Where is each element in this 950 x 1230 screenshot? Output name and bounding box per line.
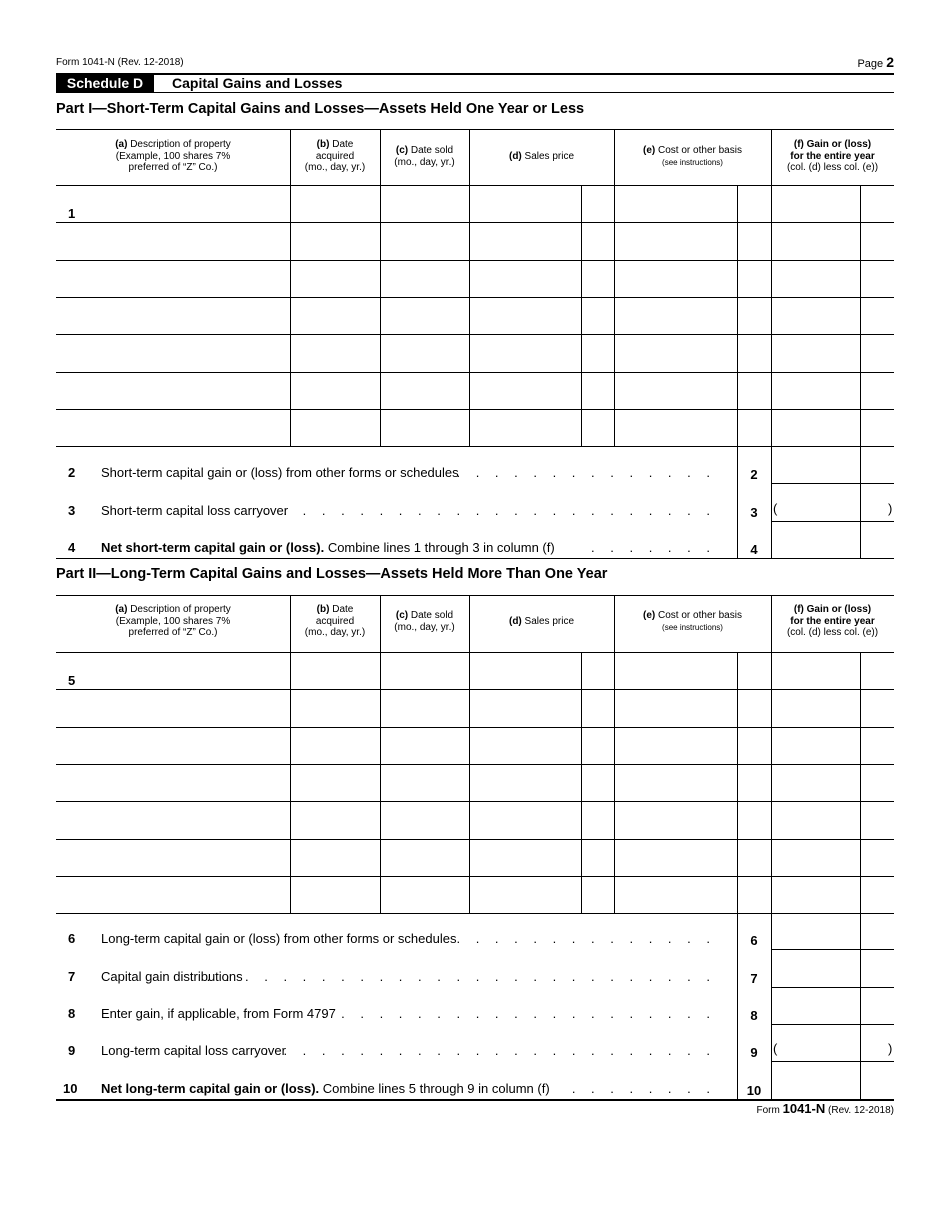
p1-row1-sales-price-cents-field[interactable] [581,185,614,222]
p2-row1-gain-loss-cents-field[interactable] [860,652,894,689]
p2-row3-cost-basis-cents-field[interactable] [737,727,771,764]
p1-row6-sales-price-cents-field[interactable] [581,372,614,409]
p1-row1-gain-loss-field[interactable] [771,185,860,222]
line-4-leader-dots: . . . . . . . [591,539,716,555]
part1-title: Part I—Short-Term Capital Gains and Losses—Assets Held One Year or Less [56,101,585,117]
p2-row5-gain-loss-cents-field[interactable] [860,801,894,838]
p1-row2-gain-loss-field[interactable] [771,222,860,259]
footer-revision: (Rev. 12-2018) [828,1105,894,1116]
line-2-leader-dots: . . . . . . . . . . . . . . [456,465,716,481]
p1-row4-cost-basis-cents-field[interactable] [737,297,771,334]
p2-row6-cost-basis-field[interactable] [614,839,737,876]
line-3-label: Short-term capital loss carryover [101,502,289,518]
p2-row2-cost-basis-field[interactable] [614,689,737,726]
p1-row5-date-acquired-field[interactable] [290,334,380,371]
p2-row6-gain-loss-field[interactable] [771,839,860,876]
line-3-amount-field[interactable] [771,483,860,520]
p1-row5-gain-loss-field[interactable] [771,334,860,371]
footer-form-number: 1041-N [782,1101,826,1116]
col-a-header-2: (a) Description of property (Example, 100 shares 7% preferred of “Z” Co.) [115,604,231,638]
line-6-cents-field[interactable] [860,912,894,949]
line-3-open-paren: ( [773,500,778,516]
p2-row4-desc-field[interactable] [56,764,290,801]
p2-row7-desc-field[interactable] [56,876,290,913]
p2-row4-gain-loss-cents-field[interactable] [860,764,894,801]
line-9-leader-dots: . . . . . . . . . . . . . . . . . . . . . . . . [264,1043,716,1059]
p1-row6-sales-price-field[interactable] [469,372,581,409]
p1-row6-date-acquired-field[interactable] [290,372,380,409]
p2-row6-date-acquired-field[interactable] [290,839,380,876]
line-6-number: 6 [68,931,76,947]
p2-row3-date-sold-field[interactable] [380,727,469,764]
part2-title: Part II—Long-Term Capital Gains and Losses—Assets Held More Than One Year [56,566,608,582]
line-7-amount-field[interactable] [771,949,860,986]
line-10-cents-field[interactable] [860,1061,894,1098]
p1-row1-cost-basis-field[interactable] [614,185,737,222]
line-7-box-number: 7 [750,970,758,986]
col-d-header-2: (d) Sales price [508,616,575,627]
p2-row5-sales-price-cents-field[interactable] [581,801,614,838]
p2-row3-gain-loss-cents-field[interactable] [860,727,894,764]
p2-row4-gain-loss-field[interactable] [771,764,860,801]
p1-row4-cost-basis-field[interactable] [614,297,737,334]
p2-row3-date-acquired-field[interactable] [290,727,380,764]
p1-row2-desc-field[interactable] [56,222,290,259]
line-8-box-number: 8 [750,1007,758,1023]
p1-row7-gain-loss-cents-field[interactable] [860,409,894,446]
line-4-cents-field[interactable] [860,521,894,558]
p2-row7-sales-price-field[interactable] [469,876,581,913]
col-b-header: (b) Date acquired (mo., day, yr.) [304,139,366,173]
page-indicator [857,54,894,70]
line-10-number: 10 [63,1080,78,1096]
p2-row7-gain-loss-cents-field[interactable] [860,876,894,913]
line-6-leader-dots: . . . . . . . . . . . . . . [456,931,716,947]
p2-row1-desc-field[interactable] [56,652,290,689]
line-8-cents-field[interactable] [860,987,894,1024]
p1-row4-date-acquired-field[interactable] [290,297,380,334]
p1-row3-desc-field[interactable] [56,260,290,297]
p1-row3-date-acquired-field[interactable] [290,260,380,297]
p2-row4-cost-basis-field[interactable] [614,764,737,801]
p2-row7-gain-loss-field[interactable] [771,876,860,913]
p2-row2-gain-loss-field[interactable] [771,689,860,726]
line-10-box-number: 10 [746,1082,762,1098]
p2-row1-sales-price-field[interactable] [469,652,581,689]
p2-row6-sales-price-field[interactable] [469,839,581,876]
p1-row4-sales-price-field[interactable] [469,297,581,334]
p2-row4-date-sold-field[interactable] [380,764,469,801]
p2-row2-sales-price-cents-field[interactable] [581,689,614,726]
p1-row3-sales-price-field[interactable] [469,260,581,297]
p1-row3-gain-loss-cents-field[interactable] [860,260,894,297]
line-8-amount-field[interactable] [771,987,860,1024]
p2-row1-cost-basis-cents-field[interactable] [737,652,771,689]
p2-row5-date-sold-field[interactable] [380,801,469,838]
form-id: Form 1041-N (Rev. 12-2018) [56,57,184,68]
p2-row3-cost-basis-field[interactable] [614,727,737,764]
p1-row6-gain-loss-cents-field[interactable] [860,372,894,409]
p1-row4-gain-loss-cents-field[interactable] [860,297,894,334]
p1-row4-desc-field[interactable] [56,297,290,334]
p2-row7-cost-basis-field[interactable] [614,876,737,913]
p1-row5-cost-basis-field[interactable] [614,334,737,371]
p2-row7-date-sold-field[interactable] [380,876,469,913]
line-4-box-number: 4 [750,541,758,557]
p2-row4-date-acquired-field[interactable] [290,764,380,801]
p1-row2-cost-basis-cents-field[interactable] [737,222,771,259]
p1-row6-cost-basis-cents-field[interactable] [737,372,771,409]
form-footer [756,1101,894,1116]
p2-row1-cost-basis-field[interactable] [614,652,737,689]
p1-row7-date-acquired-field[interactable] [290,409,380,446]
line-7-cents-field[interactable] [860,949,894,986]
p2-row5-sales-price-field[interactable] [469,801,581,838]
line-8-label: Enter gain, if applicable, from Form 4797 [101,1005,336,1021]
p2-row6-desc-field[interactable] [56,839,290,876]
col-c-header: (c) Date sold (mo., day, yr.) [394,145,455,168]
p1-row5-cost-basis-cents-field[interactable] [737,334,771,371]
line-2-cents-field[interactable] [860,446,894,483]
page-number: 2 [886,54,894,70]
p1-row6-cost-basis-field[interactable] [614,372,737,409]
line-7-leader-dots: . . . . . . . . . . . . . . . . . . . . . . . . . . . [206,968,716,984]
line-9-box-number: 9 [750,1045,758,1061]
schedule-title: Capital Gains and Losses [172,75,343,91]
line-9-number: 9 [68,1043,76,1059]
p2-line-5-number: 5 [68,673,76,689]
p2-row1-gain-loss-field[interactable] [771,652,860,689]
line-8-number: 8 [68,1005,76,1021]
p1-row5-date-sold-field[interactable] [380,334,469,371]
p1-row1-desc-field[interactable] [56,185,290,222]
p2-row5-cost-basis-cents-field[interactable] [737,801,771,838]
p1-row1-gain-loss-cents-field[interactable] [860,185,894,222]
p1-row5-desc-field[interactable] [56,334,290,371]
col-b-header-2: (b) Date acquired (mo., day, yr.) [304,604,366,638]
p1-row5-sales-price-field[interactable] [469,334,581,371]
p2-row5-date-acquired-field[interactable] [290,801,380,838]
p1-row3-cost-basis-cents-field[interactable] [737,260,771,297]
line-7-number: 7 [68,968,76,984]
p2-row2-desc-field[interactable] [56,689,290,726]
p1-row6-desc-field[interactable] [56,372,290,409]
p2-row1-sales-price-cents-field[interactable] [581,652,614,689]
p1-row2-cost-basis-field[interactable] [614,222,737,259]
p1-row2-gain-loss-cents-field[interactable] [860,222,894,259]
line-9-open-paren: ( [773,1041,778,1057]
line-6-amount-field[interactable] [771,912,860,949]
p1-row1-sales-price-field[interactable] [469,185,581,222]
line-2-number: 2 [68,465,76,481]
p1-row4-sales-price-cents-field[interactable] [581,297,614,334]
p1-row6-date-sold-field[interactable] [380,372,469,409]
p1-row3-date-sold-field[interactable] [380,260,469,297]
col-e-header: (e) Cost or other basis (see instructions) [643,145,742,167]
p1-row2-sales-price-field[interactable] [469,222,581,259]
p2-row7-cost-basis-cents-field[interactable] [737,876,771,913]
line-10-label: Net long-term capital gain or (loss). Combine lines 5 through 9 in column (f) [101,1080,550,1096]
col-c-header-2: (c) Date sold (mo., day, yr.) [394,610,455,633]
line-9-close-paren: ) [888,1041,893,1057]
p1-row2-date-acquired-field[interactable] [290,222,380,259]
p1-row1-cost-basis-cents-field[interactable] [737,185,771,222]
p2-row5-cost-basis-field[interactable] [614,801,737,838]
p2-row4-sales-price-field[interactable] [469,764,581,801]
line-10-amount-field[interactable] [771,1061,860,1098]
p1-row7-sales-price-field[interactable] [469,409,581,446]
p1-row3-gain-loss-field[interactable] [771,260,860,297]
line-9-amount-field[interactable] [771,1024,860,1061]
line-3-number: 3 [68,502,76,518]
p2-row2-cost-basis-cents-field[interactable] [737,689,771,726]
p2-row3-sales-price-cents-field[interactable] [581,727,614,764]
line-8-leader-dots: . . . . . . . . . . . . . . . . . . . . . [321,1005,716,1021]
p1-row1-date-acquired-field[interactable] [290,185,380,222]
p2-row1-date-acquired-field[interactable] [290,652,380,689]
p1-row3-cost-basis-field[interactable] [614,260,737,297]
p2-row5-desc-field[interactable] [56,801,290,838]
line-9-label: Long-term capital loss carryover [101,1043,286,1059]
p1-row2-date-sold-field[interactable] [380,222,469,259]
p1-row5-sales-price-cents-field[interactable] [581,334,614,371]
page-label: Page [857,58,884,70]
p2-row2-date-sold-field[interactable] [380,689,469,726]
line-6-label: Long-term capital gain or (loss) from other forms or schedules [101,931,457,947]
p2-row7-date-acquired-field[interactable] [290,876,380,913]
p1-line-1-number: 1 [68,206,76,222]
p1-row6-gain-loss-field[interactable] [771,372,860,409]
line-6-box-number: 6 [750,933,758,949]
p2-row6-cost-basis-cents-field[interactable] [737,839,771,876]
footer-form-prefix: Form [756,1105,780,1116]
col-e-header-2: (e) Cost or other basis (see instructions) [643,610,742,632]
line-4-label: Net short-term capital gain or (loss). Combine lines 1 through 3 in column (f) [101,539,555,555]
line-3-close-paren: ) [888,500,893,516]
p2-row6-sales-price-cents-field[interactable] [581,839,614,876]
line-3-leader-dots: . . . . . . . . . . . . . . . . . . . . . . . . [264,502,716,518]
p2-row5-gain-loss-field[interactable] [771,801,860,838]
p2-row3-desc-field[interactable] [56,727,290,764]
col-f-header: (f) Gain or (loss) for the entire year (col. (d) less col. (e)) [786,139,879,173]
schedule-label: Schedule D [56,74,154,92]
line-4-number: 4 [68,539,76,555]
line-3-box-number: 3 [750,504,758,520]
p1-row1-date-sold-field[interactable] [380,185,469,222]
p1-row4-gain-loss-field[interactable] [771,297,860,334]
p2-row6-date-sold-field[interactable] [380,839,469,876]
line-10-leader-dots: . . . . . . . . [571,1080,716,1096]
p1-row4-date-sold-field[interactable] [380,297,469,334]
col-f-header-2: (f) Gain or (loss) for the entire year (col. (d) less col. (e)) [786,604,879,638]
p1-row3-sales-price-cents-field[interactable] [581,260,614,297]
line-4-amount-field[interactable] [771,521,860,558]
line-2-amount-field[interactable] [771,446,860,483]
p1-row5-gain-loss-cents-field[interactable] [860,334,894,371]
line-2-box-number: 2 [750,467,758,483]
col-d-header: (d) Sales price [508,151,575,162]
p2-row4-sales-price-cents-field[interactable] [581,764,614,801]
col-a-header: (a) Description of property (Example, 100 shares 7% preferred of “Z” Co.) [115,139,231,173]
p2-row3-gain-loss-field[interactable] [771,727,860,764]
p1-row7-sales-price-cents-field[interactable] [581,409,614,446]
p2-row4-cost-basis-cents-field[interactable] [737,764,771,801]
p2-row6-gain-loss-cents-field[interactable] [860,839,894,876]
p1-row7-gain-loss-field[interactable] [771,409,860,446]
p1-row7-cost-basis-field[interactable] [614,409,737,446]
line-2-label: Short-term capital gain or (loss) from other forms or schedules [101,465,459,481]
p2-row2-sales-price-field[interactable] [469,689,581,726]
p2-row3-sales-price-field[interactable] [469,727,581,764]
p2-row7-sales-price-cents-field[interactable] [581,876,614,913]
p2-row1-date-sold-field[interactable] [380,652,469,689]
line-7-label: Capital gain distributions [101,968,243,984]
p2-row2-gain-loss-cents-field[interactable] [860,689,894,726]
p1-row2-sales-price-cents-field[interactable] [581,222,614,259]
p1-row7-desc-field[interactable] [56,409,290,446]
p1-row7-date-sold-field[interactable] [380,409,469,446]
p2-row2-date-acquired-field[interactable] [290,689,380,726]
p1-row7-cost-basis-cents-field[interactable] [737,409,771,446]
